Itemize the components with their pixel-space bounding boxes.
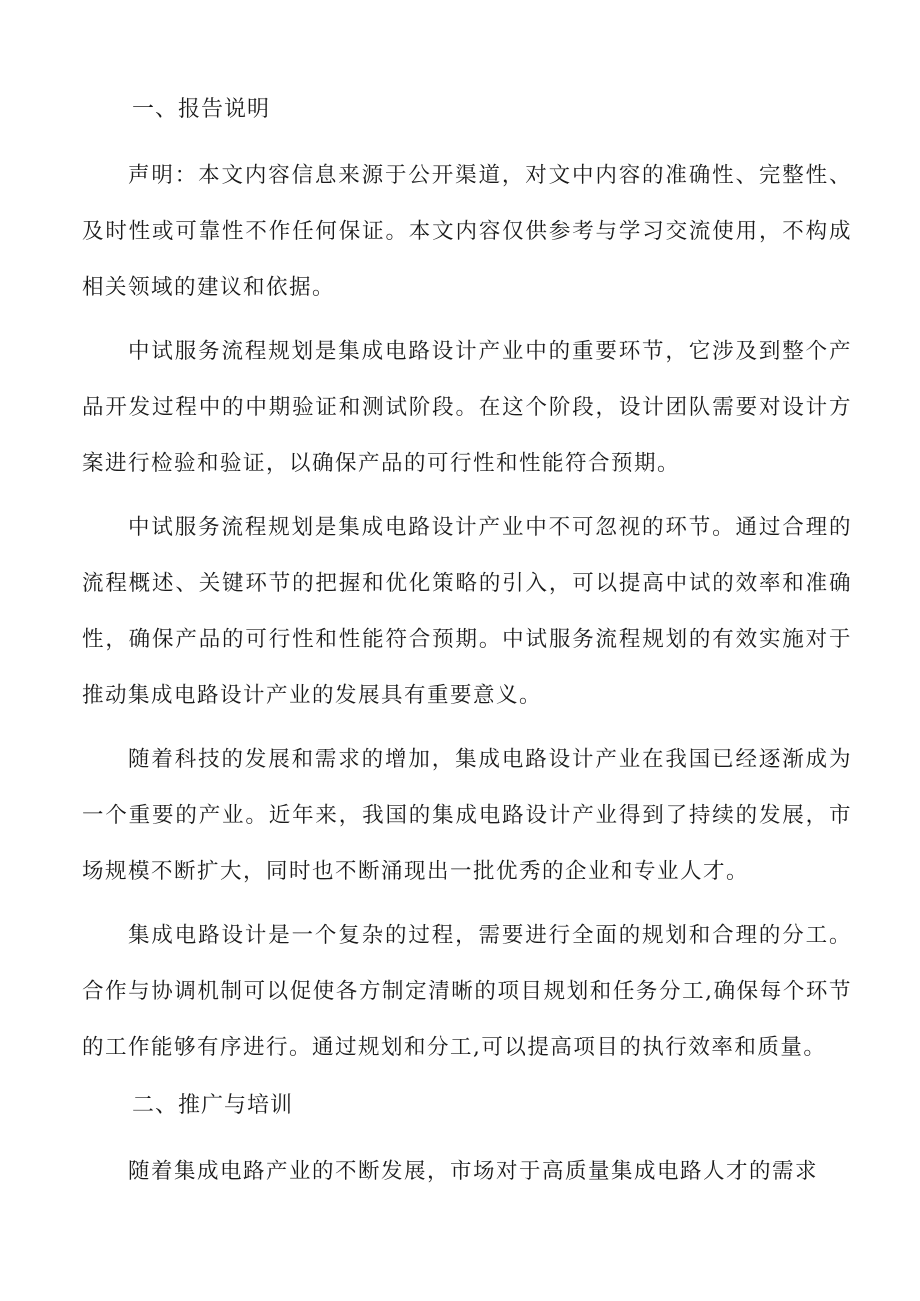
section-heading-report-description: 一、报告说明 (132, 97, 271, 122)
paragraph-design-planning: 集成电路设计是一个复杂的过程，需要进行全面的规划和合理的分工。合作与协调机制可以促使各方制定清晰的项目规划和任务分工,确保每个环节的工作能够有序进行。通过规划和分工,可以提高项目的执行效率和质量。 (82, 923, 852, 1060)
section-heading-promotion-training: 二、推广与培训 (132, 1093, 294, 1118)
paragraph-industry-development: 随着科技的发展和需求的增加，集成电路设计产业在我国已经逐渐成为一个重要的产业。近年来，我国的集成电路设计产业得到了持续的发展，市场规模不断扩大，同时也不断涌现出一批优秀的企业和专业人才。 (82, 747, 852, 884)
paragraph-pilot-service-intro: 中试服务流程规划是集成电路设计产业中的重要环节，它涉及到整个产品开发过程中的中期验证和测试阶段。在这个阶段，设计团队需要对设计方案进行检验和验证，以确保产品的可行性和性能符合预期。 (82, 339, 852, 476)
paragraph-pilot-service-importance: 中试服务流程规划是集成电路设计产业中不可忽视的环节。通过合理的流程概述、关键环节的把握和优化策略的引入，可以提高中试的效率和准确性，确保产品的可行性和性能符合预期。中试服务流程规划的有效实施对于推动集成电路设计产业的发展具有重要意义。 (82, 515, 852, 708)
paragraph-talent-demand: 随着集成电路产业的不断发展，市场对于高质量集成电路人才的需求 (128, 1159, 819, 1184)
paragraph-disclaimer: 声明：本文内容信息来源于公开渠道，对文中内容的准确性、完整性、及时性或可靠性不作任何保证。本文内容仅供参考与学习交流使用，不构成相关领域的建议和依据。 (82, 163, 852, 300)
document-page (82, 88, 852, 1208)
